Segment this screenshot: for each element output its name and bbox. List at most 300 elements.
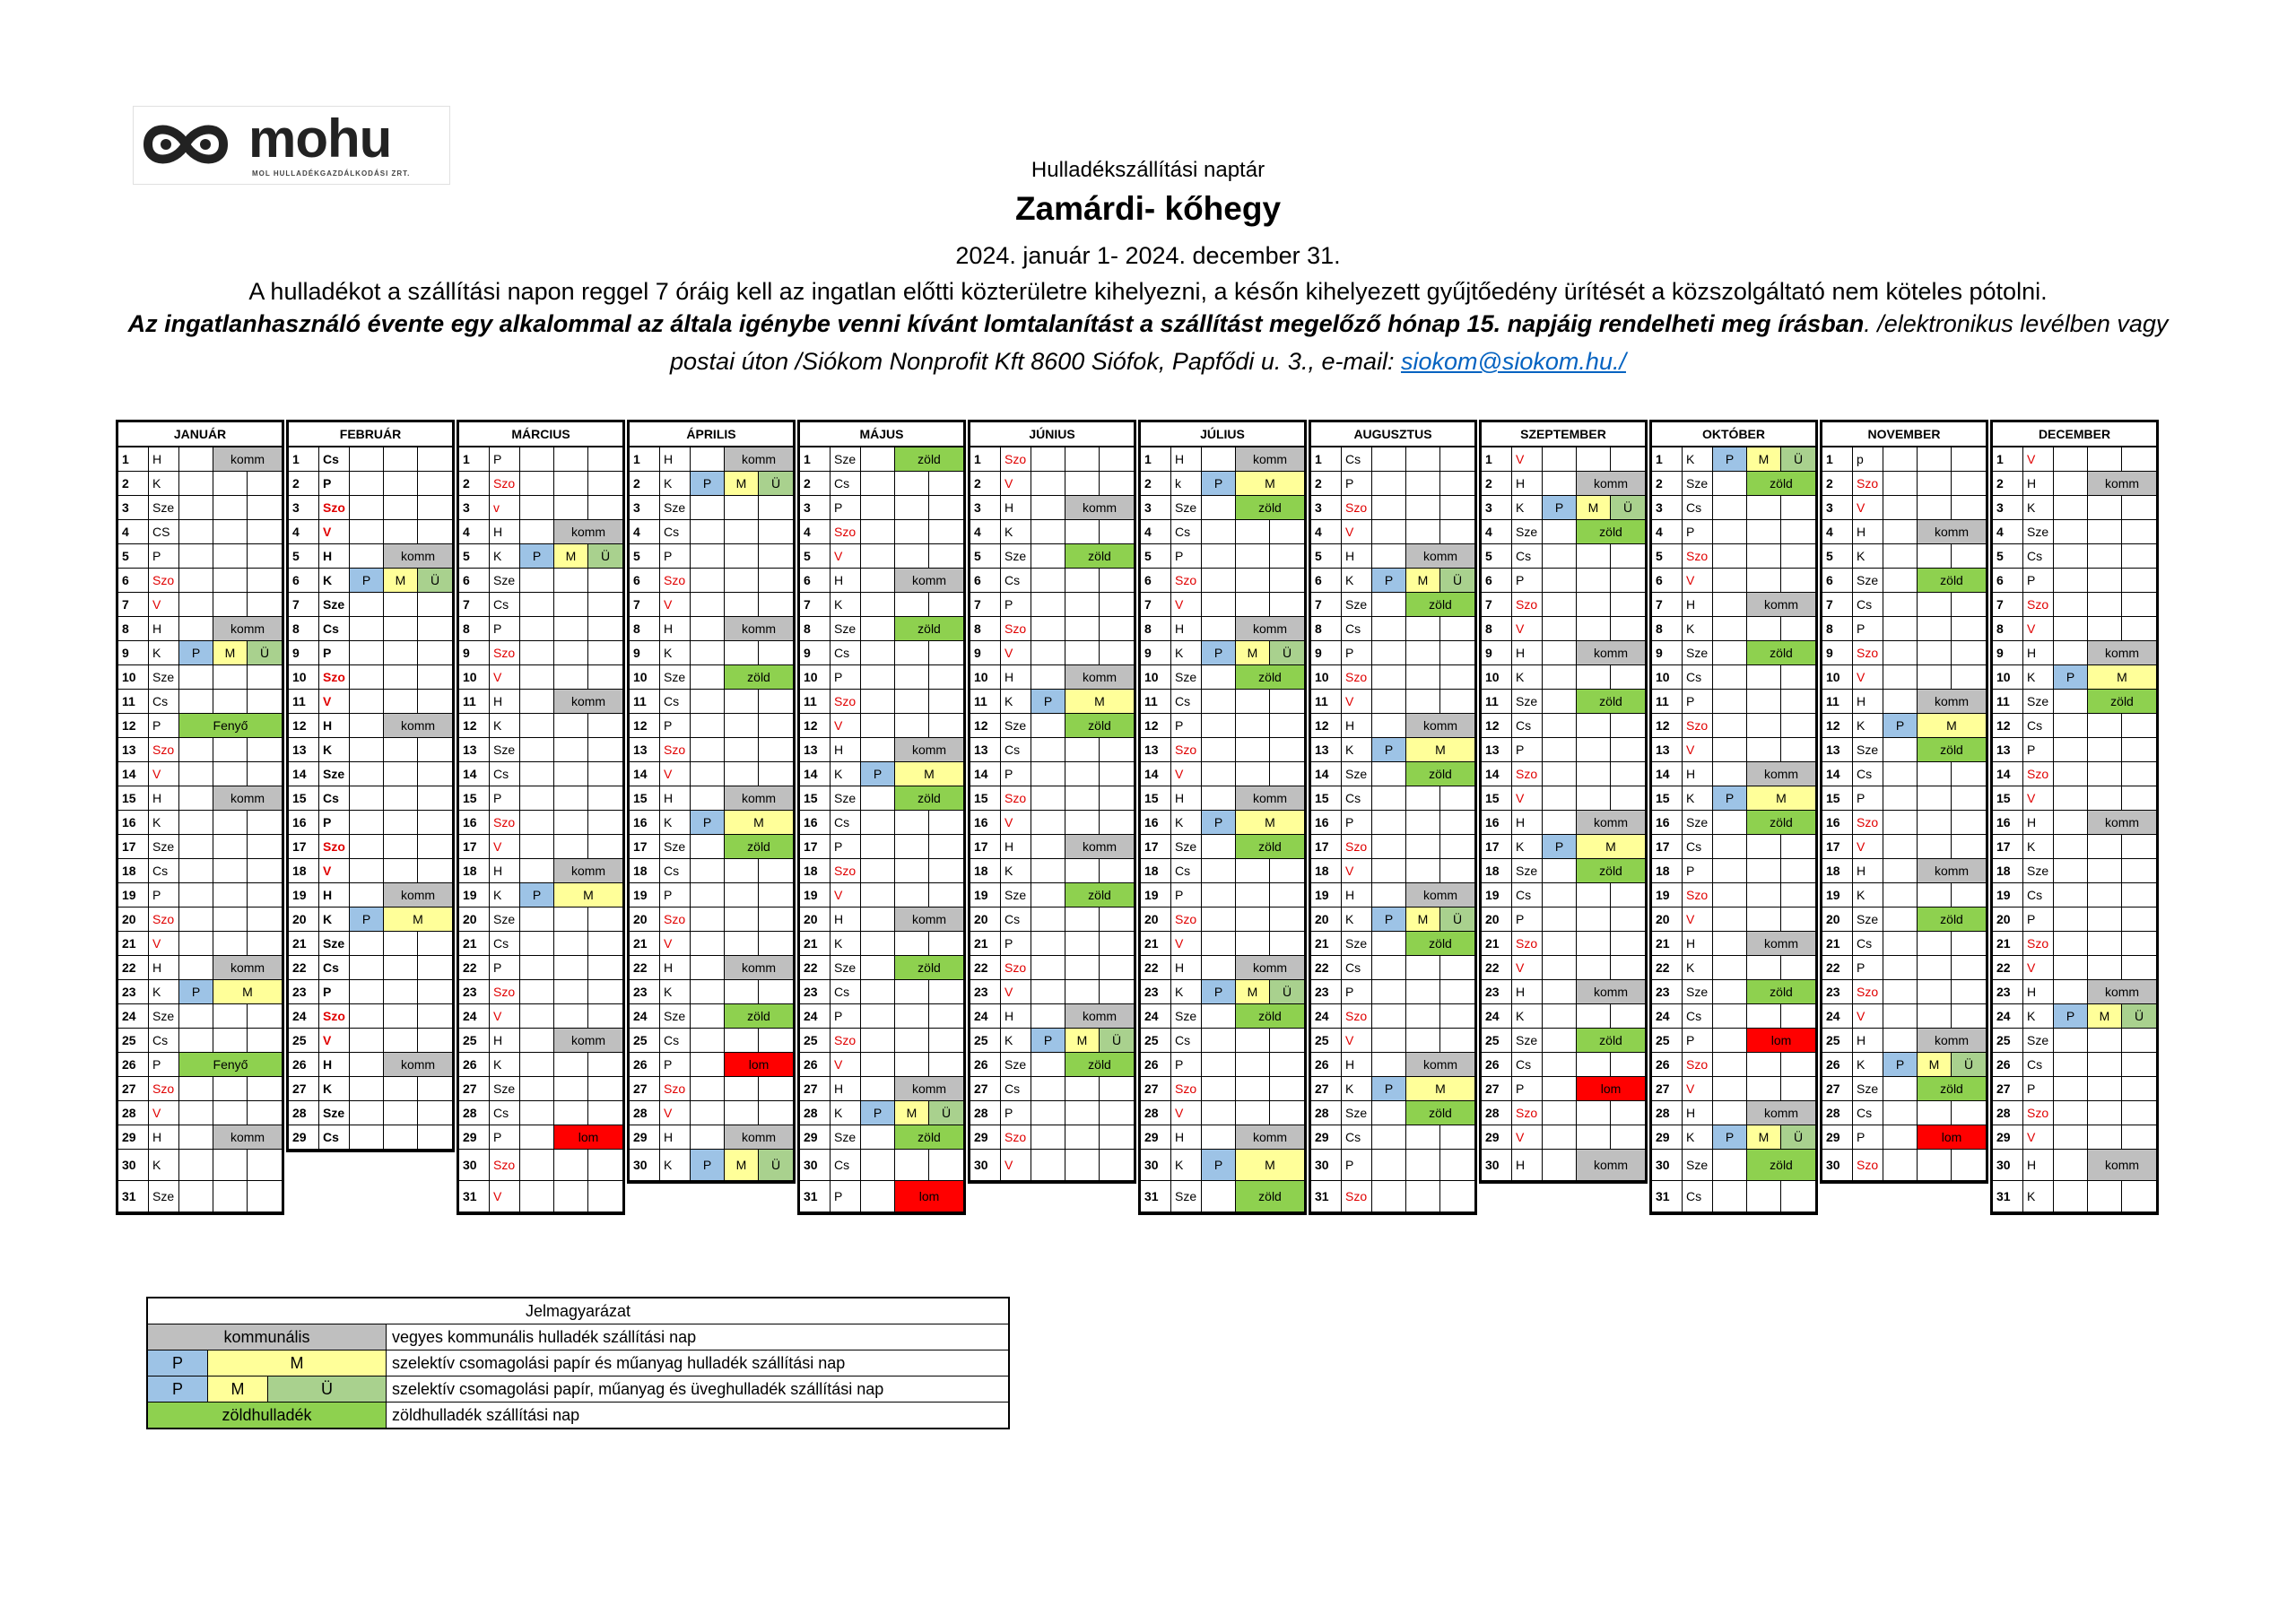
day-row xyxy=(1141,544,1304,569)
collection-glass: Ü xyxy=(1270,641,1304,664)
month-name: MÁJUS xyxy=(800,422,963,447)
weekday: K xyxy=(1683,447,1713,471)
month-name: NOVEMBER xyxy=(1822,422,1986,447)
empty-cell xyxy=(350,786,384,810)
empty-cell xyxy=(2088,883,2122,907)
day-row xyxy=(1652,665,1815,690)
day-row xyxy=(1822,569,1986,593)
collection-komm: komm xyxy=(1406,1053,1474,1076)
day-row xyxy=(459,908,622,932)
weekday: H xyxy=(660,617,691,640)
day-number: 27 xyxy=(630,1077,660,1100)
empty-cell xyxy=(861,811,895,834)
weekday: Szo xyxy=(1512,932,1543,955)
day-number: 28 xyxy=(289,1101,319,1125)
day-number: 24 xyxy=(1822,1004,1853,1028)
day-number: 10 xyxy=(970,665,1001,689)
day-number: 18 xyxy=(800,859,831,882)
day-row xyxy=(289,738,452,762)
empty-cell xyxy=(213,472,248,495)
day-number: 29 xyxy=(1482,1125,1512,1149)
weekday: Szo xyxy=(1683,1053,1713,1076)
weekday: V xyxy=(831,714,861,737)
day-number: 12 xyxy=(289,714,319,737)
day-row xyxy=(1141,665,1304,690)
day-row xyxy=(1822,1150,1986,1181)
collection-paper: P xyxy=(2054,1004,2088,1028)
empty-cell xyxy=(1747,835,1781,858)
weekday: K xyxy=(1853,1053,1883,1076)
day-number: 3 xyxy=(1311,496,1342,519)
day-number: 6 xyxy=(800,569,831,592)
weekday: K xyxy=(660,811,691,834)
weekday: Szo xyxy=(1683,714,1713,737)
collection-paper: P xyxy=(1031,690,1065,713)
notice-line-2-bold: Az ingatlanhasználó évente egy alkalommal az általa igénybe venni kívánt lomtalanítást a szállítást megelőző hónap 15. napjáig rendelheti meg írásban xyxy=(127,310,1865,337)
empty-cell xyxy=(1883,1101,1918,1125)
empty-cell xyxy=(861,714,895,737)
empty-cell xyxy=(179,665,213,689)
empty-cell xyxy=(179,1181,213,1211)
empty-cell xyxy=(179,472,213,495)
weekday: Szo xyxy=(1683,544,1713,568)
empty-cell xyxy=(384,665,418,689)
day-number: 12 xyxy=(1652,714,1683,737)
weekday: K xyxy=(319,569,350,592)
empty-cell xyxy=(1781,859,1815,882)
empty-cell xyxy=(2054,520,2088,543)
day-row xyxy=(970,762,1134,786)
empty-cell xyxy=(1406,617,1440,640)
empty-cell xyxy=(1883,980,1918,1003)
empty-cell xyxy=(418,811,452,834)
empty-cell xyxy=(759,544,793,568)
empty-cell xyxy=(1065,932,1100,955)
empty-cell xyxy=(1202,1053,1236,1076)
empty-cell xyxy=(520,1125,554,1149)
empty-cell xyxy=(895,883,929,907)
weekday: Cs xyxy=(660,520,691,543)
empty-cell xyxy=(1202,520,1236,543)
weekday: P xyxy=(1512,738,1543,761)
day-number: 12 xyxy=(800,714,831,737)
weekday: Szo xyxy=(490,641,520,664)
empty-cell xyxy=(1713,908,1747,931)
empty-cell xyxy=(1781,617,1815,640)
month-4 xyxy=(627,420,796,1184)
empty-cell xyxy=(1236,1077,1270,1100)
day-row xyxy=(1311,835,1474,859)
weekday: H xyxy=(1342,1053,1372,1076)
empty-cell xyxy=(520,1029,554,1052)
empty-cell xyxy=(929,980,963,1003)
empty-cell xyxy=(1918,665,1952,689)
empty-cell xyxy=(418,641,452,664)
empty-cell xyxy=(1440,496,1474,519)
empty-cell xyxy=(1202,859,1236,882)
empty-cell xyxy=(2088,738,2122,761)
collection-glass: Ü xyxy=(1952,1053,1986,1076)
day-number: 7 xyxy=(1822,593,1853,616)
empty-cell xyxy=(179,932,213,955)
empty-cell xyxy=(691,447,725,471)
day-row xyxy=(630,641,793,665)
empty-cell xyxy=(1202,1125,1236,1149)
day-row xyxy=(1311,496,1474,520)
day-row xyxy=(970,665,1134,690)
empty-cell xyxy=(1270,932,1304,955)
empty-cell xyxy=(384,641,418,664)
empty-cell xyxy=(725,762,759,786)
day-number: 23 xyxy=(289,980,319,1003)
weekday: P xyxy=(319,811,350,834)
day-row xyxy=(800,1077,963,1101)
empty-cell xyxy=(2088,1053,2122,1076)
day-row xyxy=(1482,980,1645,1004)
empty-cell xyxy=(929,472,963,495)
empty-cell xyxy=(350,544,384,568)
collection-plastic: M xyxy=(1406,738,1474,761)
day-row xyxy=(1822,690,1986,714)
weekday: H xyxy=(1171,786,1202,810)
day-number: 14 xyxy=(289,762,319,786)
empty-cell xyxy=(1611,569,1645,592)
day-row xyxy=(800,690,963,714)
empty-cell xyxy=(1781,496,1815,519)
day-number: 28 xyxy=(800,1101,831,1125)
empty-cell xyxy=(2054,1150,2088,1180)
day-number: 15 xyxy=(1822,786,1853,810)
day-row xyxy=(1993,1029,2156,1053)
weekday: Cs xyxy=(319,1125,350,1149)
day-number: 3 xyxy=(1482,496,1512,519)
day-number: 13 xyxy=(1141,738,1171,761)
empty-cell xyxy=(1543,714,1577,737)
empty-cell xyxy=(588,956,622,979)
empty-cell xyxy=(1577,762,1611,786)
day-number: 11 xyxy=(118,690,149,713)
day-row xyxy=(1993,641,2156,665)
empty-cell xyxy=(759,569,793,592)
weekday: P xyxy=(1683,1029,1713,1052)
day-number: 10 xyxy=(1652,665,1683,689)
day-number: 30 xyxy=(1482,1150,1512,1180)
day-number: 11 xyxy=(289,690,319,713)
empty-cell xyxy=(2088,932,2122,955)
weekday: K xyxy=(1171,980,1202,1003)
empty-cell xyxy=(520,738,554,761)
empty-cell xyxy=(1577,617,1611,640)
weekday: H xyxy=(2023,1150,2054,1180)
collection-plastic: M xyxy=(1577,496,1611,519)
day-row xyxy=(1482,520,1645,544)
weekday: H xyxy=(1683,1101,1713,1125)
weekday: P xyxy=(1683,520,1713,543)
collection-komm: komm xyxy=(1065,1004,1134,1028)
weekday: Cs xyxy=(831,1150,861,1180)
day-number: 19 xyxy=(1141,883,1171,907)
empty-cell xyxy=(1611,1125,1645,1149)
collection-paper: P xyxy=(1713,786,1747,810)
day-row xyxy=(1822,472,1986,496)
day-row xyxy=(1822,593,1986,617)
weekday: Sze xyxy=(2023,859,2054,882)
day-row xyxy=(289,544,452,569)
day-number: 5 xyxy=(1993,544,2023,568)
weekday: H xyxy=(1512,472,1543,495)
collection-plastic: M xyxy=(1236,980,1270,1003)
day-row xyxy=(289,932,452,956)
empty-cell xyxy=(248,472,282,495)
weekday: Szo xyxy=(1171,908,1202,931)
day-row xyxy=(459,1150,622,1181)
empty-cell xyxy=(1236,569,1270,592)
collection-komm: komm xyxy=(1918,859,1986,882)
day-row xyxy=(1482,544,1645,569)
weekday: Sze xyxy=(660,665,691,689)
day-row xyxy=(289,714,452,738)
day-number: 15 xyxy=(118,786,149,810)
weekday: P xyxy=(490,617,520,640)
weekday: H xyxy=(490,859,520,882)
day-number: 28 xyxy=(459,1101,490,1125)
weekday: Cs xyxy=(2023,544,2054,568)
collection-plastic: M xyxy=(725,811,793,834)
empty-cell xyxy=(691,496,725,519)
day-number: 27 xyxy=(459,1077,490,1100)
weekday: Cs xyxy=(1683,835,1713,858)
day-row xyxy=(1652,1053,1815,1077)
empty-cell xyxy=(1883,908,1918,931)
empty-cell xyxy=(2054,472,2088,495)
empty-cell xyxy=(1031,472,1065,495)
day-number: 25 xyxy=(1311,1029,1342,1052)
weekday: Szo xyxy=(490,472,520,495)
weekday: K xyxy=(1171,1150,1202,1180)
empty-cell xyxy=(1952,617,1986,640)
day-number: 25 xyxy=(630,1029,660,1052)
weekday: H xyxy=(831,908,861,931)
empty-cell xyxy=(384,520,418,543)
email-link[interactable]: siokom@siokom.hu./ xyxy=(1400,348,1626,375)
collection-komm: komm xyxy=(2088,472,2156,495)
day-number: 13 xyxy=(459,738,490,761)
day-row xyxy=(118,956,282,980)
day-row xyxy=(1822,932,1986,956)
weekday: V xyxy=(1342,859,1372,882)
empty-cell xyxy=(350,472,384,495)
weekday: H xyxy=(149,617,179,640)
day-number: 11 xyxy=(459,690,490,713)
weekday: V xyxy=(2023,956,2054,979)
weekday: Cs xyxy=(490,593,520,616)
weekday: Cs xyxy=(1171,859,1202,882)
day-number: 28 xyxy=(1311,1101,1342,1125)
empty-cell xyxy=(691,738,725,761)
empty-cell xyxy=(759,1077,793,1100)
weekday: Cs xyxy=(1853,1101,1883,1125)
empty-cell xyxy=(1577,714,1611,737)
day-number: 9 xyxy=(1822,641,1853,664)
empty-cell xyxy=(1747,738,1781,761)
empty-cell xyxy=(1031,908,1065,931)
empty-cell xyxy=(759,859,793,882)
empty-cell xyxy=(895,641,929,664)
weekday: H xyxy=(1853,690,1883,713)
weekday: Cs xyxy=(149,1029,179,1052)
day-row xyxy=(289,447,452,472)
empty-cell xyxy=(1236,859,1270,882)
weekday: V xyxy=(1683,908,1713,931)
empty-cell xyxy=(554,641,588,664)
day-number: 10 xyxy=(1993,665,2023,689)
day-row xyxy=(1482,447,1645,472)
day-row xyxy=(800,593,963,617)
empty-cell xyxy=(1031,883,1065,907)
collection-bulky: lom xyxy=(1577,1077,1645,1100)
weekday: Sze xyxy=(1171,1181,1202,1211)
empty-cell xyxy=(1100,569,1134,592)
empty-cell xyxy=(1031,786,1065,810)
weekday: V xyxy=(1171,932,1202,955)
empty-cell xyxy=(759,1101,793,1125)
day-number: 2 xyxy=(118,472,149,495)
day-number: 12 xyxy=(970,714,1001,737)
empty-cell xyxy=(1883,811,1918,834)
weekday: Cs xyxy=(490,932,520,955)
weekday: Szo xyxy=(149,738,179,761)
day-row xyxy=(459,714,622,738)
day-row xyxy=(1311,690,1474,714)
weekday: Sze xyxy=(149,1181,179,1211)
day-row xyxy=(800,811,963,835)
day-number: 10 xyxy=(118,665,149,689)
weekday: H xyxy=(660,956,691,979)
day-row xyxy=(289,908,452,932)
weekday: Szo xyxy=(2023,762,2054,786)
weekday: Szo xyxy=(1001,447,1031,471)
day-row xyxy=(1822,811,1986,835)
empty-cell xyxy=(1952,980,1986,1003)
day-number: 22 xyxy=(970,956,1001,979)
empty-cell xyxy=(1883,690,1918,713)
weekday: Sze xyxy=(319,593,350,616)
weekday: Szo xyxy=(1342,665,1372,689)
empty-cell xyxy=(1202,786,1236,810)
day-row xyxy=(1311,617,1474,641)
empty-cell xyxy=(1406,956,1440,979)
day-row xyxy=(118,762,282,786)
collection-paper: P xyxy=(1202,472,1236,495)
empty-cell xyxy=(1440,835,1474,858)
collection-glass: Ü xyxy=(588,544,622,568)
empty-cell xyxy=(1236,932,1270,955)
collection-green: zöld xyxy=(725,1004,793,1028)
empty-cell xyxy=(1031,593,1065,616)
weekday: P xyxy=(1853,1125,1883,1149)
day-number: 18 xyxy=(289,859,319,882)
day-row xyxy=(1822,1077,1986,1101)
day-row xyxy=(1311,1053,1474,1077)
day-row xyxy=(1652,835,1815,859)
legend-paper-swatch: P xyxy=(148,1376,208,1402)
day-number: 11 xyxy=(1141,690,1171,713)
empty-cell xyxy=(248,932,282,955)
empty-cell xyxy=(588,472,622,495)
weekday: Cs xyxy=(1512,1053,1543,1076)
weekday: H xyxy=(2023,641,2054,664)
day-row xyxy=(1993,617,2156,641)
day-number: 17 xyxy=(630,835,660,858)
empty-cell xyxy=(1543,447,1577,471)
empty-cell xyxy=(1372,980,1406,1003)
legend-row-komm xyxy=(148,1324,1008,1350)
empty-cell xyxy=(1883,762,1918,786)
day-number: 1 xyxy=(459,447,490,471)
day-row xyxy=(1311,811,1474,835)
empty-cell xyxy=(1031,1077,1065,1100)
weekday: V xyxy=(1512,1125,1543,1149)
collection-green: zöld xyxy=(2088,690,2156,713)
empty-cell xyxy=(1100,593,1134,616)
empty-cell xyxy=(1918,472,1952,495)
empty-cell xyxy=(554,472,588,495)
empty-cell xyxy=(929,641,963,664)
day-row xyxy=(289,496,452,520)
weekday: Szo xyxy=(1853,1150,1883,1180)
empty-cell xyxy=(554,1181,588,1211)
empty-cell xyxy=(1918,544,1952,568)
day-row xyxy=(459,1101,622,1125)
collection-komm: komm xyxy=(384,714,452,737)
notice-line-2-rest: . /elektronikus levélben vagy xyxy=(1864,310,2169,337)
collection-komm: komm xyxy=(1918,1029,1986,1052)
day-row xyxy=(118,1150,282,1181)
day-row xyxy=(118,883,282,908)
empty-cell xyxy=(2054,544,2088,568)
empty-cell xyxy=(1543,569,1577,592)
empty-cell xyxy=(588,908,622,931)
empty-cell xyxy=(1952,811,1986,834)
empty-cell xyxy=(1918,1101,1952,1125)
day-number: 9 xyxy=(1993,641,2023,664)
empty-cell xyxy=(1372,762,1406,786)
day-number: 3 xyxy=(1993,496,2023,519)
day-number: 28 xyxy=(1652,1101,1683,1125)
day-number: 9 xyxy=(970,641,1001,664)
day-number: 4 xyxy=(1311,520,1342,543)
weekday: P xyxy=(490,447,520,471)
weekday: K xyxy=(1853,714,1883,737)
weekday: Cs xyxy=(831,472,861,495)
empty-cell xyxy=(1031,1101,1065,1125)
day-row xyxy=(118,1101,282,1125)
weekday: Szo xyxy=(490,811,520,834)
day-number: 5 xyxy=(970,544,1001,568)
day-row xyxy=(630,1029,793,1053)
empty-cell xyxy=(179,1077,213,1100)
day-row xyxy=(118,811,282,835)
day-row xyxy=(630,1101,793,1125)
empty-cell xyxy=(1883,496,1918,519)
weekday: Cs xyxy=(1001,569,1031,592)
day-row xyxy=(1652,520,1815,544)
empty-cell xyxy=(520,1004,554,1028)
empty-cell xyxy=(554,496,588,519)
empty-cell xyxy=(248,665,282,689)
empty-cell xyxy=(1713,835,1747,858)
day-number: 21 xyxy=(1822,932,1853,955)
